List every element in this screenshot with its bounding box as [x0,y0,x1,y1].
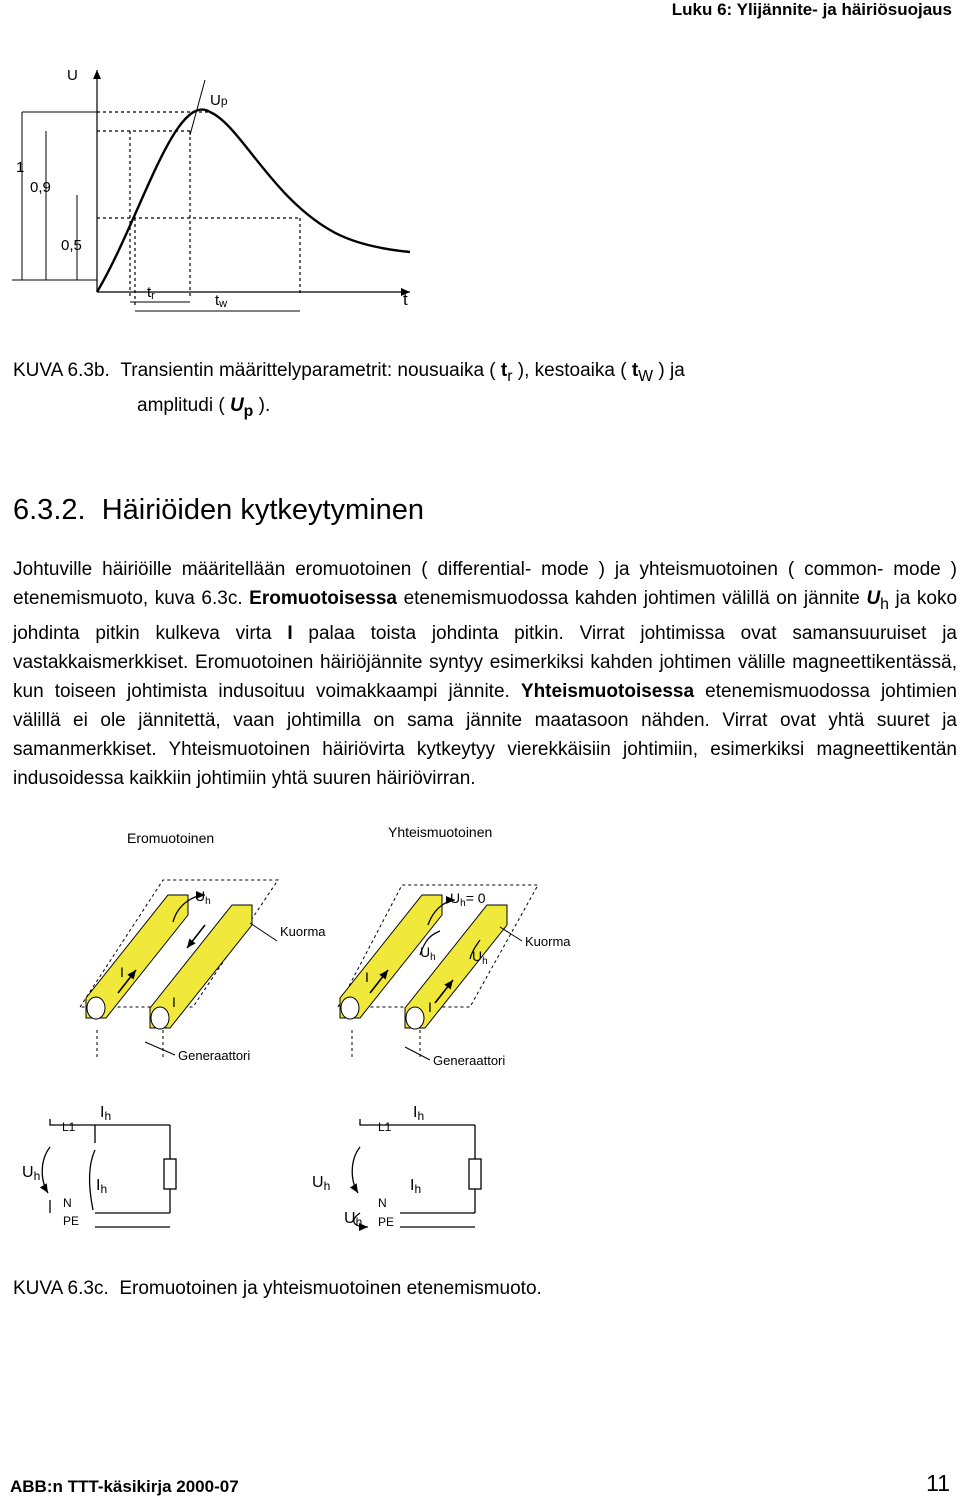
uh-zero-label: $U_h= 0$ [450,890,486,909]
differential-circuit [42,1119,176,1227]
svg-text:I: I [428,999,432,1015]
svg-text:I: I [120,964,124,980]
section-heading: 6.3.2. Häiriöiden kytkeytyminen [13,494,425,526]
tick-05: 0,5 [61,237,82,254]
svg-text:Ih: Ih [413,1104,425,1123]
x-axis-label: t [403,290,408,309]
body-paragraph: Johtuville häiriöille määritellään eromuotoinen ( differential- mode ) ja yhteismuotoinen ( common- mode ) etenemismuoto, kuva 6.3c. Eromuotoisessa etenemismuodossa kahden johtimen välillä on jännite $U_h$ ja koko johdinta pitkin kulkeva virta I palaa toista johdinta pitkin. Virrat johtimissa ovat samansuuruiset ja vastakkaismerkkiset. Eromuotoinen häiriöjännite syntyy esimerkiksi kahden johtimen välille magneettikentässä, kun toiseen johtimista indusoituu voimakkaampi jännite. Yhteismuotoisessa etenemismuodossa johtimien välillä ei ole jännitettä, vaan johtimilla on sama jännite maatasoon nähden. Virrat ovat yhtä suuret ja samanmerkkiset. Yhteismuotoinen häiriövirta kytkeytyy vierekkäisiin johtimiin, esimerkiksi magneettikentän indusoidessa kaikkiin johtimiin yhtä suuren häiriövirran. [13,559,958,789]
svg-text:Ih: Ih [410,1177,422,1196]
svg-text:Uh: Uh [312,1174,331,1193]
svg-text:I: I [365,969,369,985]
svg-text:PE: PE [378,1215,395,1229]
page-number: 11 [926,1470,950,1496]
svg-text:L1: L1 [62,1120,76,1134]
running-header: Luku 6: Ylijännite- ja häiriösuojaus [671,0,952,19]
svg-text:Kuorma: Kuorma [525,934,571,949]
svg-text:Uh: $U_h$ [472,948,488,967]
figure-caption-c: KUVA 6.3c. Eromuotoinen ja yhteismuotoinen etenemismuoto. [13,1278,542,1299]
generator-label: Generaattori [178,1048,251,1063]
svg-text:Uh: Uh [22,1164,41,1183]
svg-text:L1: L1 [378,1120,392,1134]
coupling-figure [0,815,960,1255]
svg-text:Ih: Ih [96,1177,108,1196]
load-label: Kuorma [280,924,326,939]
uh-label: $U_h$ [195,888,211,907]
tw-label: tw [215,292,228,310]
title-differential: Eromuotoinen [127,830,215,846]
svg-text:N: N [378,1196,387,1210]
common-mode-diagram [338,885,571,1068]
tick-09: 0,9 [30,179,51,196]
svg-text:N: N [63,1196,72,1210]
transient-graph [0,0,960,345]
tick-1: 1 [16,159,25,176]
figure-caption-b: KUVA 6.3b. Transientin määrittelyparametrit: nousuaika ( $t_r$ ), kestoaika ( $t_W$ ) ja amplitudi ( $U_p$ ). [13,360,685,420]
ih-label-l1: Ih [100,1104,112,1123]
footer-source: ABB:n TTT-käsikirja 2000-07 [10,1477,239,1496]
transient-curve [97,110,410,292]
differential-diagram [80,880,326,1063]
svg-text:PE: PE [63,1214,80,1228]
y-axis-label: U [67,67,78,84]
title-common: Yhteismuotoinen [388,824,493,840]
peak-label: Up [210,92,228,109]
svg-text:I: I [172,994,176,1010]
svg-text:Uh: Uh [344,1210,363,1229]
tr-label: tr [147,284,155,302]
svg-text:Uh: $U_h$ [420,944,436,963]
svg-text:Generaattori: Generaattori [433,1053,506,1068]
common-mode-circuit [352,1119,481,1227]
